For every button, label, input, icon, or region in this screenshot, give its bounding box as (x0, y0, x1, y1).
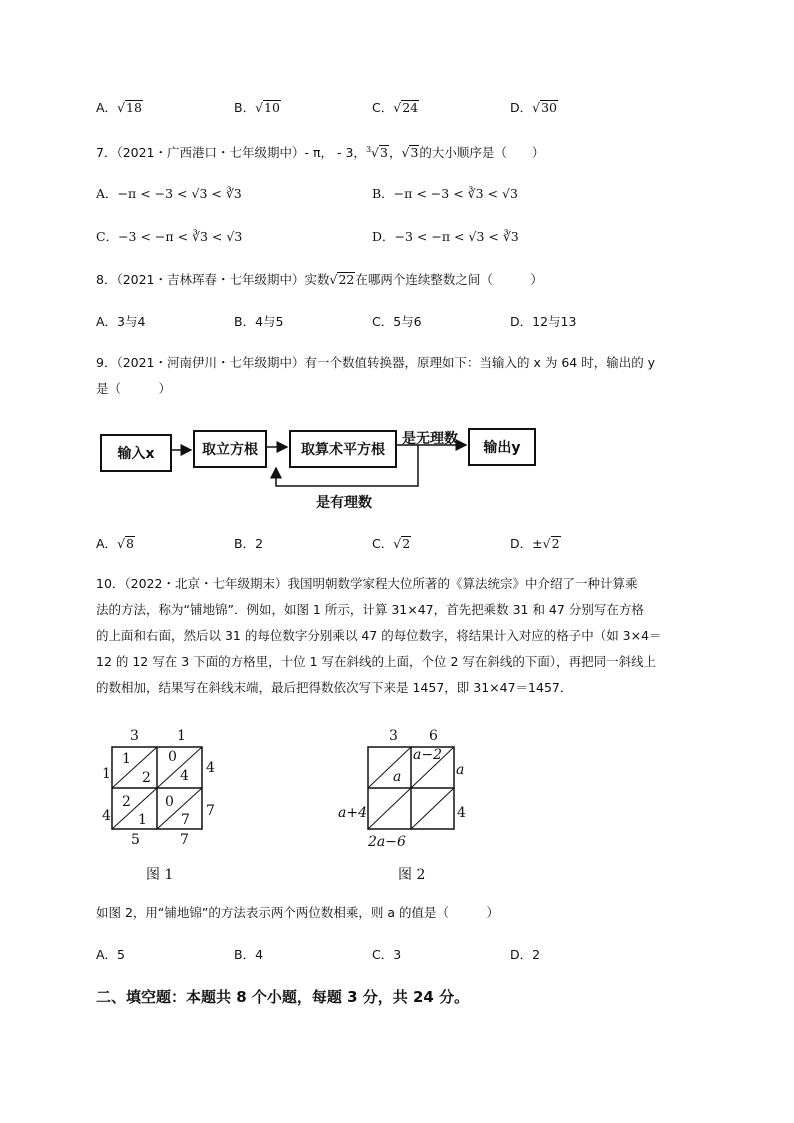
fig2-bottom: 2a−6 (368, 834, 406, 850)
q10-option-c: C．3 (372, 947, 402, 962)
fig1-cell-4-bottom: 7 (181, 812, 190, 828)
fig2-top-1: 3 (389, 728, 398, 744)
fig2-cell-a-minus-2: a−2 (413, 747, 442, 763)
fig1-cell-2-bottom: 4 (180, 768, 189, 784)
q9-option-b: B．2 (234, 536, 264, 551)
q9-stem-line1: 9．（2021・河南伊川・七年级期中）有一个数值转换器，原理如下：当输入的 x 为 64 时，输出的 y (96, 355, 656, 370)
fig1-caption: 图 1 (146, 867, 174, 883)
flow-cube-root-box: 取立方根 (193, 430, 267, 468)
q8-option-c: C．5与6 (372, 314, 422, 329)
fig1-cell-3-top: 2 (122, 794, 131, 810)
q6-option-a: A．√18 (96, 100, 142, 115)
fig1-right-2: 7 (206, 803, 215, 819)
fig1-left-2: 4 (102, 808, 111, 824)
fig1-cell-4-top: 0 (165, 794, 174, 810)
fig1-cell-2-top: 0 (168, 749, 177, 765)
q7-stem: 7．（2021・广西港口・七年级期中）- π， - 3，$^3$√3，√3的大小顺序是（ ） (96, 145, 545, 161)
fig1-cell-1-top: 1 (122, 751, 131, 767)
figure-2-grid (366, 745, 458, 831)
fig1-bottom-2: 7 (180, 832, 189, 848)
flow-input-box: 输入x (100, 434, 172, 472)
q8-stem: 8．（2021・吉林珲春・七年级期中）实数√22在哪两个连续整数之间（ ） (96, 272, 543, 287)
q10-line-5: 的数相加，结果写在斜线末端，最后把得数依次写下来是 1457，即 31×47＝1457． (96, 680, 573, 695)
fig2-right-1: a (456, 762, 465, 778)
q8-option-d: D．12与13 (510, 314, 577, 329)
flow-output-box: 输出y (468, 428, 536, 466)
q10-line-3: 的上面和右面，然后以 31 的每位数字分别乘以 47 的每位数字，将结果计入对应的格子中（如 3×4＝ (96, 628, 662, 643)
q6-option-c: C．√24 (372, 100, 419, 115)
fig1-left-1: 1 (102, 766, 111, 782)
fig1-right-1: 4 (206, 760, 215, 776)
q10-option-a: A．5 (96, 947, 126, 962)
q6-option-d: D．√30 (510, 100, 558, 115)
q10-question: 如图 2，用“铺地锦”的方法表示两个两位数相乘，则 a 的值是（ ） (96, 905, 499, 920)
q9-option-a: A．√8 (96, 536, 134, 551)
q8-option-b: B．4与5 (234, 314, 284, 329)
q7-option-a: A．−π < −3 < √3 < ∛3 (96, 186, 242, 201)
flow-arrows (0, 0, 794, 530)
fig1-cell-1-bottom: 2 (142, 770, 151, 786)
fig2-caption: 图 2 (398, 867, 426, 883)
q10-line-2: 法的方法，称为“铺地锦”．例如，如图 1 所示，计算 31×47，首先把乘数 31 和 47 分别写在方格 (96, 602, 644, 617)
q9-stem-line2: 是（ ） (96, 381, 172, 396)
q7-option-c: C．−3 < −π < ∛3 < √3 (96, 229, 243, 244)
q10-option-b: B．4 (234, 947, 264, 962)
flow-square-root-box: 取算术平方根 (289, 430, 397, 468)
fig1-cell-3-bottom: 1 (138, 812, 147, 828)
fig1-top-1: 3 (130, 728, 139, 744)
q7-option-d: D．−3 < −π < √3 < ∛3 (372, 229, 519, 244)
q6-option-b: B．√10 (234, 100, 280, 115)
q9-option-c: C．√2 (372, 536, 411, 551)
q9-option-d: D．±√2 (510, 536, 560, 551)
q10-line-1: 10．（2022・北京・七年级期末）我国明朝数学家程大位所著的《算法统宗》中介绍了一种计算乘 (96, 576, 638, 591)
fig2-cell-a: a (393, 769, 402, 785)
fig2-right-2: 4 (457, 805, 466, 821)
q7-option-b: B．−π < −3 < ∛3 < √3 (372, 186, 518, 201)
fig1-top-2: 1 (177, 728, 186, 744)
arrow-feedback (276, 445, 418, 486)
flow-irrational-label: 是无理数 (402, 431, 458, 447)
flow-rational-label: 是有理数 (316, 495, 372, 511)
section-2-heading: 二、填空题：本题共 8 个小题，每题 3 分，共 24 分。 (96, 988, 470, 1006)
q10-option-d: D．2 (510, 947, 541, 962)
fig2-left: a+4 (338, 805, 367, 821)
fig1-bottom-1: 5 (131, 832, 140, 848)
fig2-top-2: 6 (429, 728, 438, 744)
q8-option-a: A．3与4 (96, 314, 146, 329)
q10-line-4: 12 的 12 写在 3 下面的方格里，十位 1 写在斜线的上面，个位 2 写在斜线的下面），再把同一斜线上 (96, 654, 657, 669)
